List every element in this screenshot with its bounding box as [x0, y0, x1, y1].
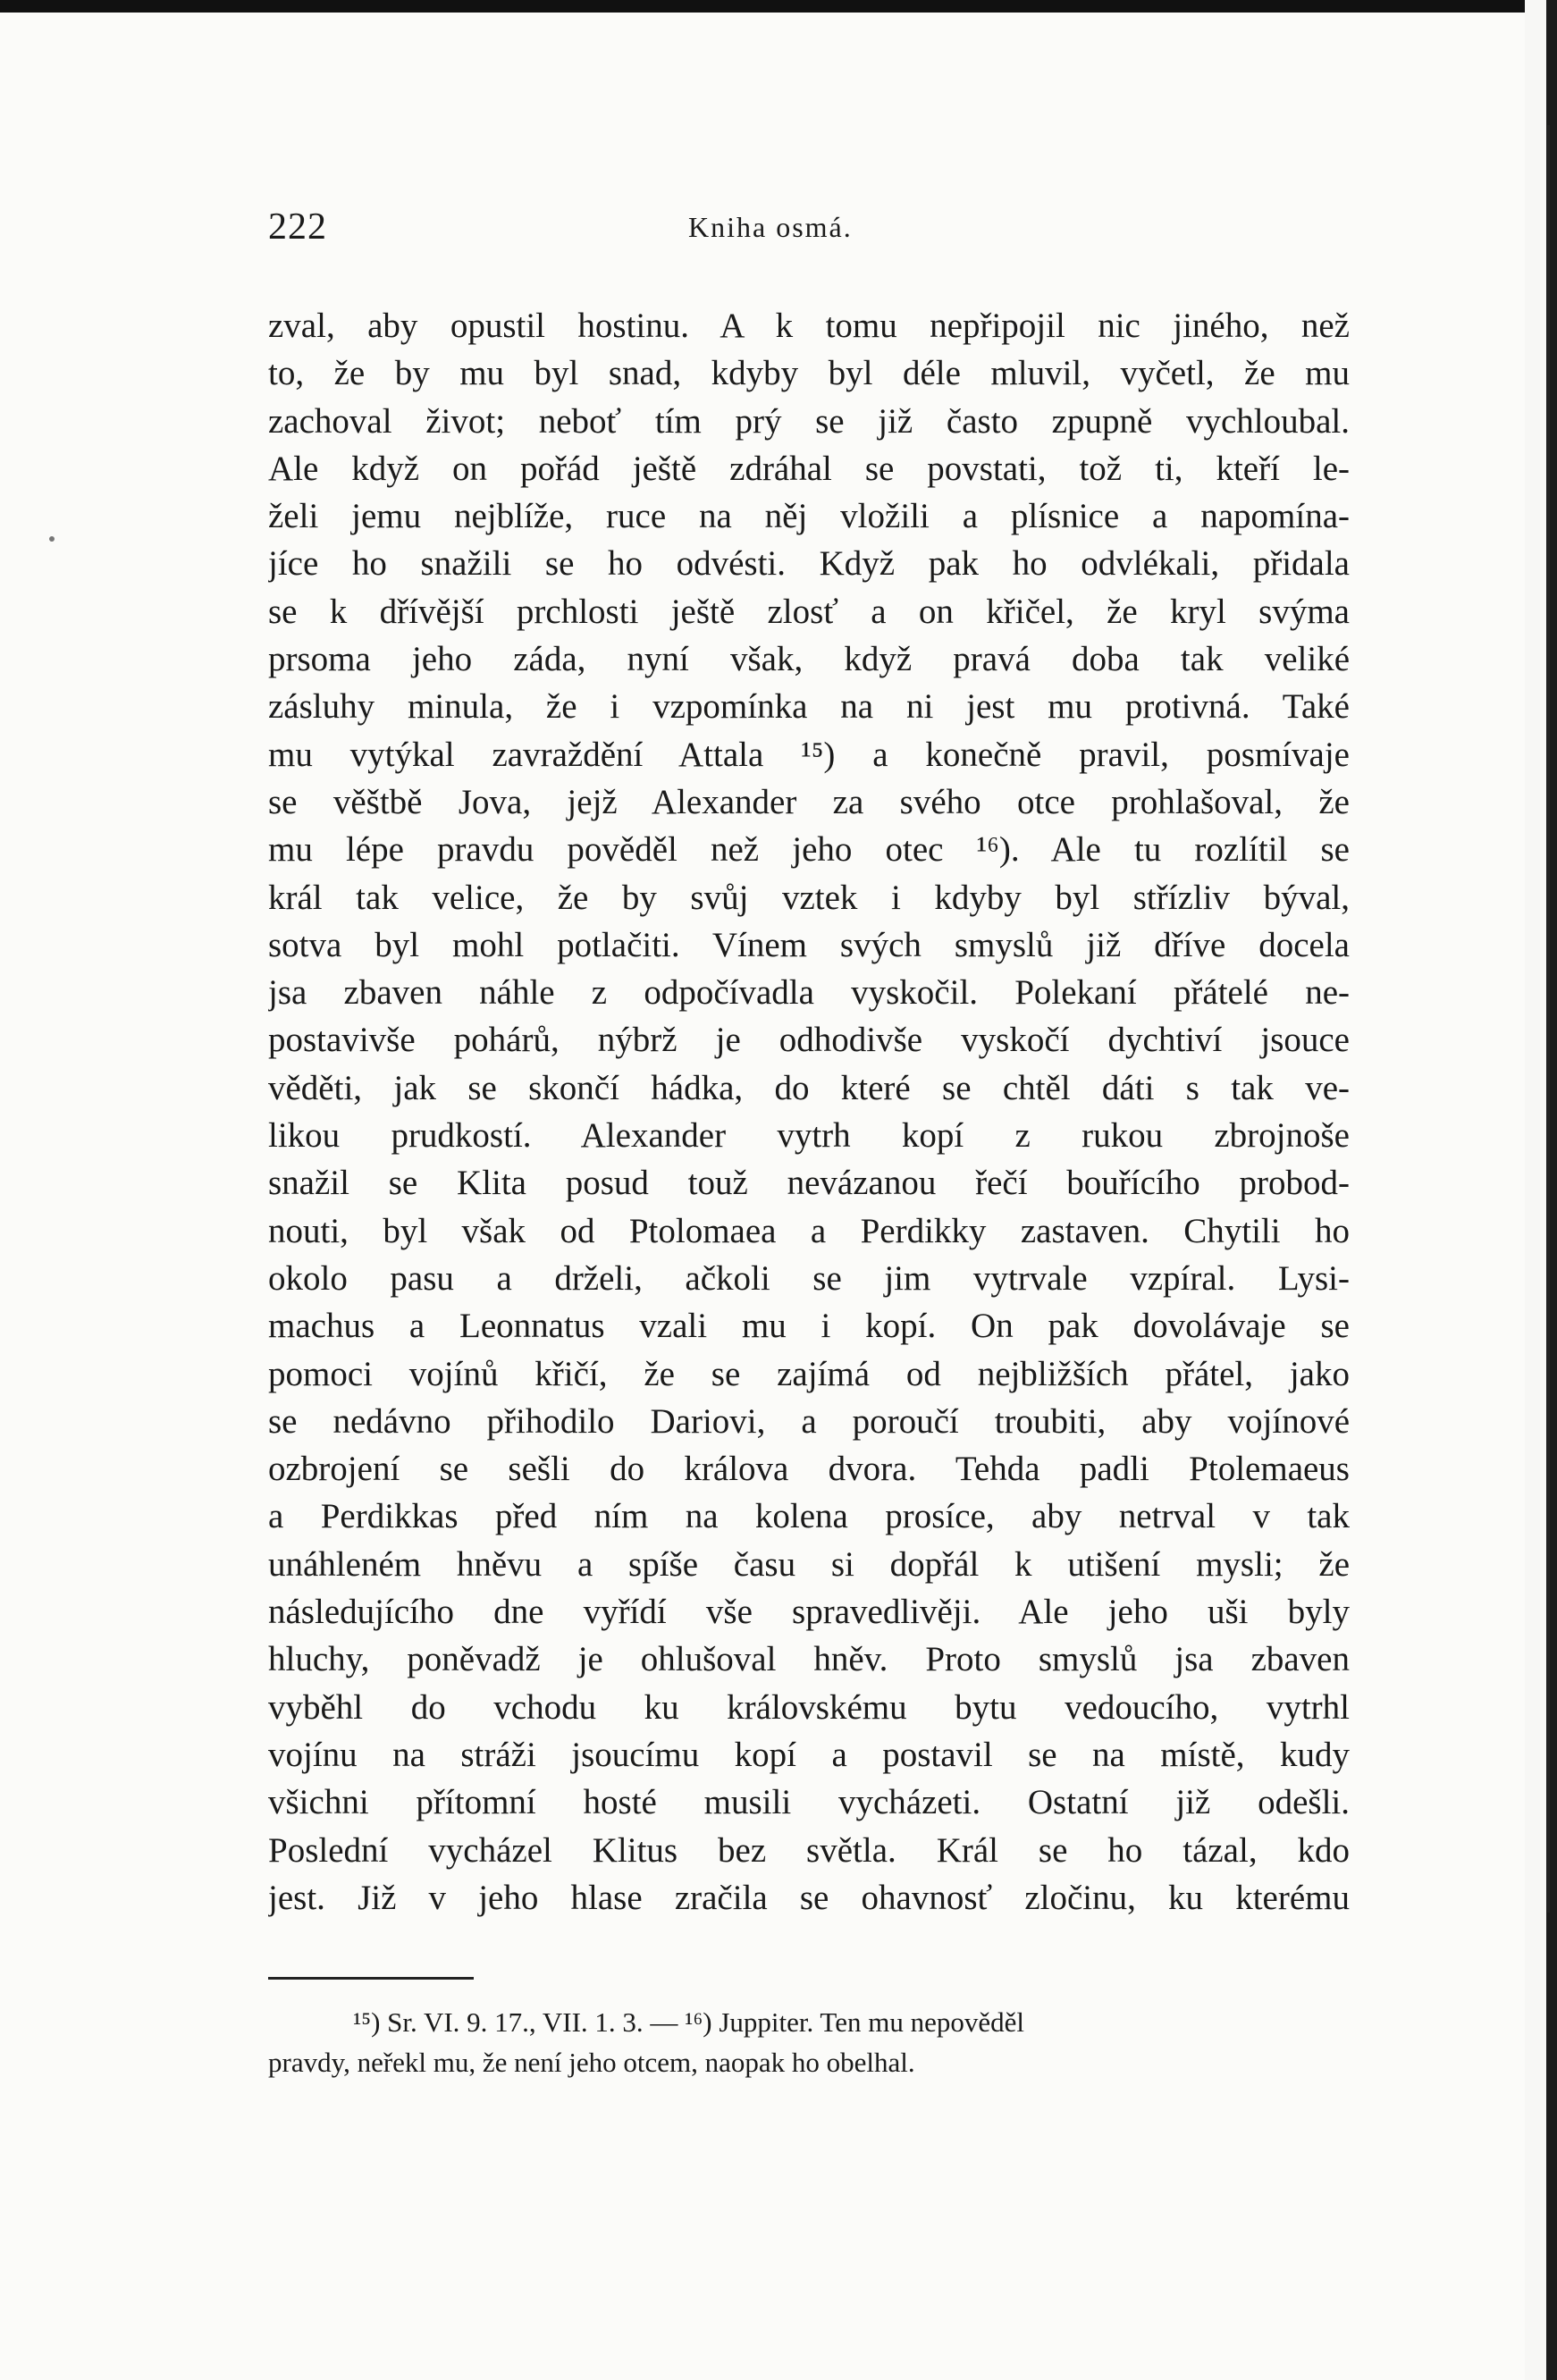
text-line: Poslední vycházel Klitus bez světla. Král se ho tázal, kdo	[268, 1830, 1350, 1870]
text-line: zval, aby opustil hostinu. A k tomu nepřipojil nic jiného, než	[268, 307, 1350, 345]
text-line: následujícího dne vyřídí vše spravedlivěji. Ale jeho uši byly	[268, 1593, 1350, 1632]
footnotes	[268, 2002, 1350, 2082]
text-line: machus a Leonnatus vzali mu i kopí. On pak dovolávaje se	[268, 1307, 1350, 1346]
text-line: všichni přítomní hosté musili vycházeti. Ostatní již odešli.	[268, 1783, 1350, 1822]
text-line: zachoval život; neboť tím prý se již často zpupně vychloubal.	[268, 401, 1350, 441]
text-line: se k dřívější prchlosti ještě zlosť a on křičel, že kryl svýma	[268, 592, 1350, 631]
text-line: se věštbě Jova, jejž Alexander za svého otce prohlašoval, že	[268, 782, 1350, 821]
text-line: okolo pasu a drželi, ačkoli se jim vytrvale vzpíral. Lysi-	[268, 1258, 1350, 1298]
text-line: jsa zbaven náhle z odpočívadla vyskočil. Polekaní přátelé ne-	[268, 973, 1350, 1013]
text-line: unáhleném hněvu a spíše času si dopřál k utišení mysli; že	[268, 1544, 1350, 1584]
body-text	[268, 302, 1350, 1922]
page-header	[268, 206, 1350, 259]
text-line: likou prudkostí. Alexander vytrh kopí z rukou zbrojnoše	[268, 1116, 1350, 1156]
text-line: pomoci vojínů křičí, že se zajímá od nejbližších přátel, jako	[268, 1354, 1350, 1393]
page-number: 222	[268, 206, 327, 248]
text-line: se nedávno přihodilo Dariovi, a poroučí troubiti, aby vojínové	[268, 1401, 1350, 1441]
text-line: Ale když on pořád ještě zdráhal se povstati, tož ti, kteří le-	[268, 449, 1350, 488]
text-line: jest. Již v jeho hlase zračila se ohavnosť zločinu, ku kterému	[268, 1878, 1350, 1917]
text-line: ozbrojení se sešli do králova dvora. Tehda padli Ptolemaeus	[268, 1450, 1350, 1489]
text-line: jíce ho snažili se ho odvésti. Když pak ho odvlékali, přidala	[268, 544, 1350, 584]
footnote-rule	[268, 1977, 474, 1980]
text-line: sotva byl mohl potlačiti. Vínem svých smyslů již dříve docela	[268, 925, 1350, 964]
margin-speck	[49, 536, 55, 542]
text-line: snažil se Klita posud touž nevázanou řečí bouřícího probod-	[268, 1164, 1350, 1203]
text-line: vojínu na stráži jsoucímu kopí a postavil se na místě, kudy	[268, 1735, 1350, 1774]
text-line: nouti, byl však od Ptolomaea a Perdikky zastaven. Chytili ho	[268, 1211, 1350, 1250]
text-line: mu lépe pravdu pověděl než jeho otec ¹⁶). Ale tu rozlítil se	[268, 830, 1350, 870]
text-line: prsoma jeho záda, nyní však, když pravá doba tak veliké	[268, 640, 1350, 679]
text-line: vyběhl do vchodu ku královskému bytu vedoucího, vytrhl	[268, 1687, 1350, 1727]
text-line: hluchy, poněvadž je ohlušoval hněv. Proto smyslů jsa zbaven	[268, 1640, 1350, 1679]
text-line: želi jemu nejblíže, ruce na něj vložili a plísnice a napomína-	[268, 497, 1350, 536]
text-line: postavivše pohárů, nýbrž je odhodivše vyskočí dychtiví jsouce	[268, 1021, 1350, 1060]
text-line: král tak velice, že by svůj vztek i kdyby byl střízliv býval,	[268, 878, 1350, 917]
footnote-line: ¹⁵) Sr. VI. 9. 17., VII. 1. 3. — ¹⁶) Juppiter. Ten mu nepověděl	[353, 2006, 1024, 2038]
footnote-line: pravdy, neřekl mu, že není jeho otcem, naopak ho obelhal.	[268, 2047, 915, 2078]
text-line: věděti, jak se skončí hádka, do které se chtěl dáti s tak ve-	[268, 1068, 1350, 1107]
text-line: mu vytýkal zavraždění Attala ¹⁵) a konečně pravil, posmívaje	[268, 735, 1350, 774]
scan-border-top	[0, 0, 1557, 13]
spine-edge	[1538, 125, 1550, 1913]
text-line: zásluhy minula, že i vzpomínka na ni jest mu protivná. Také	[268, 687, 1350, 727]
running-title: Kniha osmá.	[688, 211, 853, 243]
text-line: to, že by mu byl snad, kdyby byl déle mluvil, vyčetl, že mu	[268, 354, 1350, 393]
text-line: a Perdikkas před ním na kolena prosíce, aby netrval v tak	[268, 1497, 1350, 1536]
